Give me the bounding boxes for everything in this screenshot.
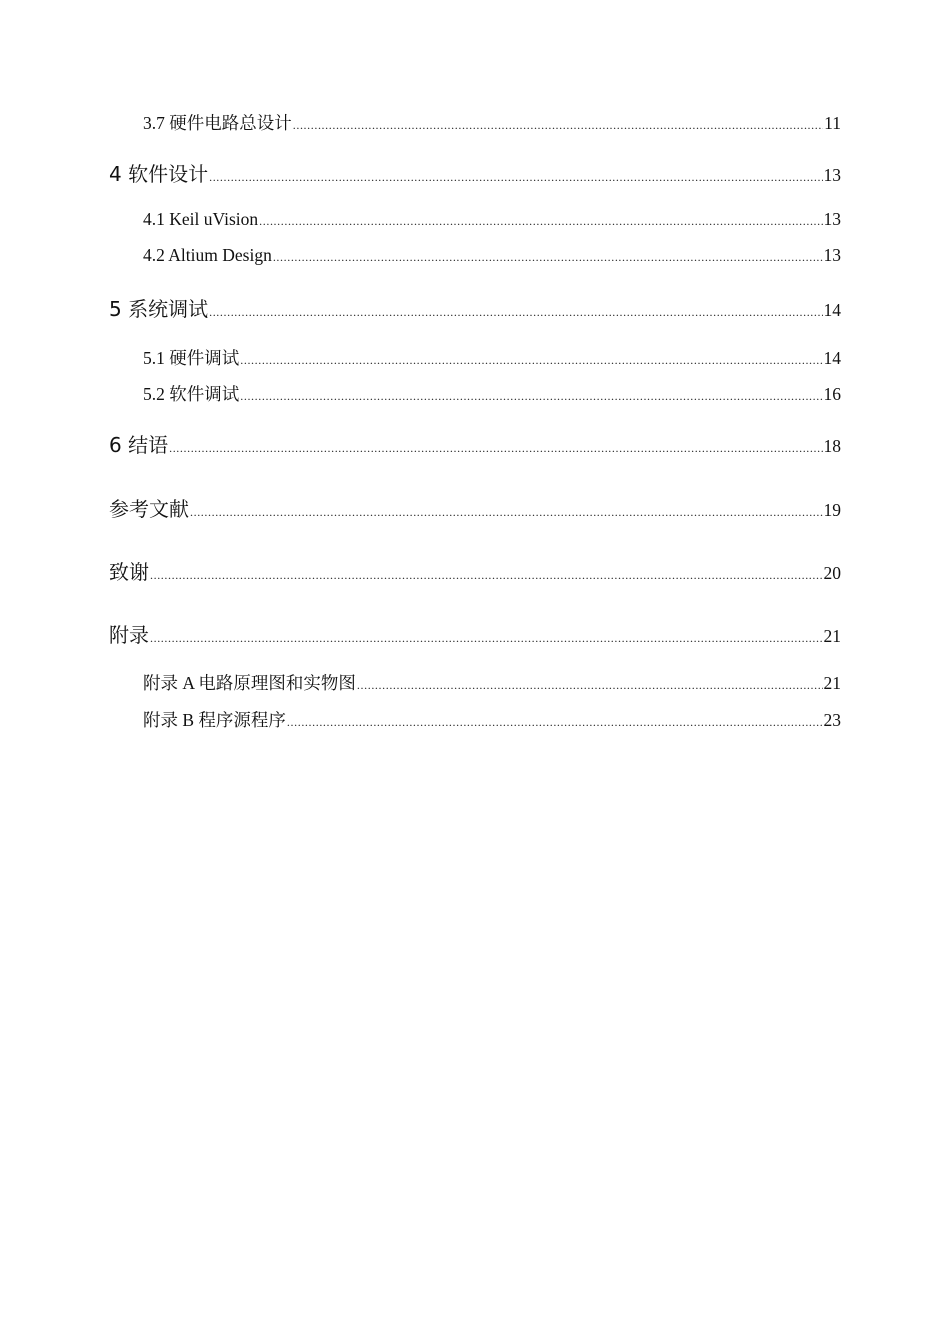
toc-entry-page: 19: [823, 500, 841, 520]
toc-entry-title: 3.7 硬件电路总设计: [143, 113, 292, 133]
toc-entry-title: 4 软件设计: [109, 162, 209, 186]
toc-entry-page: 13: [823, 245, 841, 265]
dot-leader: [190, 506, 823, 518]
toc-entry-page: 20: [823, 563, 841, 583]
toc-entry-6[interactable]: [0, 429, 950, 458]
toc-entry-title: 致谢: [109, 560, 149, 584]
toc-entry-appendix[interactable]: [0, 619, 950, 648]
dot-leader: [150, 569, 823, 581]
toc-entry-page: 13: [823, 209, 841, 229]
toc-entry-title: 4.1 Keil uVision: [143, 209, 259, 229]
dot-leader: [240, 354, 822, 366]
dot-leader: [150, 632, 823, 644]
toc-entry-page: 16: [823, 384, 841, 404]
dot-leader: [273, 251, 823, 263]
toc-entry-4[interactable]: [0, 158, 950, 187]
toc-entry-title: 附录: [109, 623, 149, 647]
dot-leader: [209, 171, 822, 183]
toc-entry-page: 23: [823, 710, 841, 730]
toc-entry-title: 5 系统调试: [109, 297, 209, 321]
toc-entry-title: 附录 B 程序源程序: [143, 710, 286, 730]
toc-entry-3-7[interactable]: [0, 110, 950, 135]
toc-entry-references[interactable]: [0, 493, 950, 522]
dot-leader: [293, 119, 823, 131]
toc-entry-page: 14: [823, 348, 841, 368]
toc-entry-appendix-a[interactable]: [0, 670, 950, 695]
toc-entry-5-2[interactable]: [0, 381, 950, 406]
toc-entry-page: 21: [823, 626, 841, 646]
toc-entry-title: 4.2 Altium Design: [143, 245, 272, 265]
dot-leader: [240, 390, 822, 402]
dot-leader: [169, 442, 822, 454]
toc-entry-5[interactable]: [0, 293, 950, 322]
dot-leader: [357, 679, 823, 691]
toc-entry-page: 11: [824, 113, 841, 133]
toc-entry-title: 5.2 软件调试: [143, 384, 240, 404]
toc-entry-title: 5.1 硬件调试: [143, 348, 240, 368]
toc-entry-title: 附录 A 电路原理图和实物图: [143, 673, 356, 693]
toc-entry-page: 14: [823, 300, 841, 320]
toc-entry-page: 18: [823, 436, 841, 456]
dot-leader: [209, 306, 822, 318]
toc-entry-title: 参考文献: [109, 497, 189, 521]
toc-entry-page: 13: [823, 165, 841, 185]
toc-entry-title: 6 结语: [109, 433, 169, 457]
toc-entry-4-2[interactable]: [0, 245, 950, 266]
dot-leader: [287, 716, 823, 728]
toc-entry-page: 21: [823, 673, 841, 693]
toc-entry-appendix-b[interactable]: [0, 707, 950, 732]
toc-entry-acknowledgements[interactable]: [0, 556, 950, 585]
toc-entry-4-1[interactable]: [0, 209, 950, 230]
dot-leader: [259, 215, 822, 227]
toc-entry-5-1[interactable]: [0, 345, 950, 370]
